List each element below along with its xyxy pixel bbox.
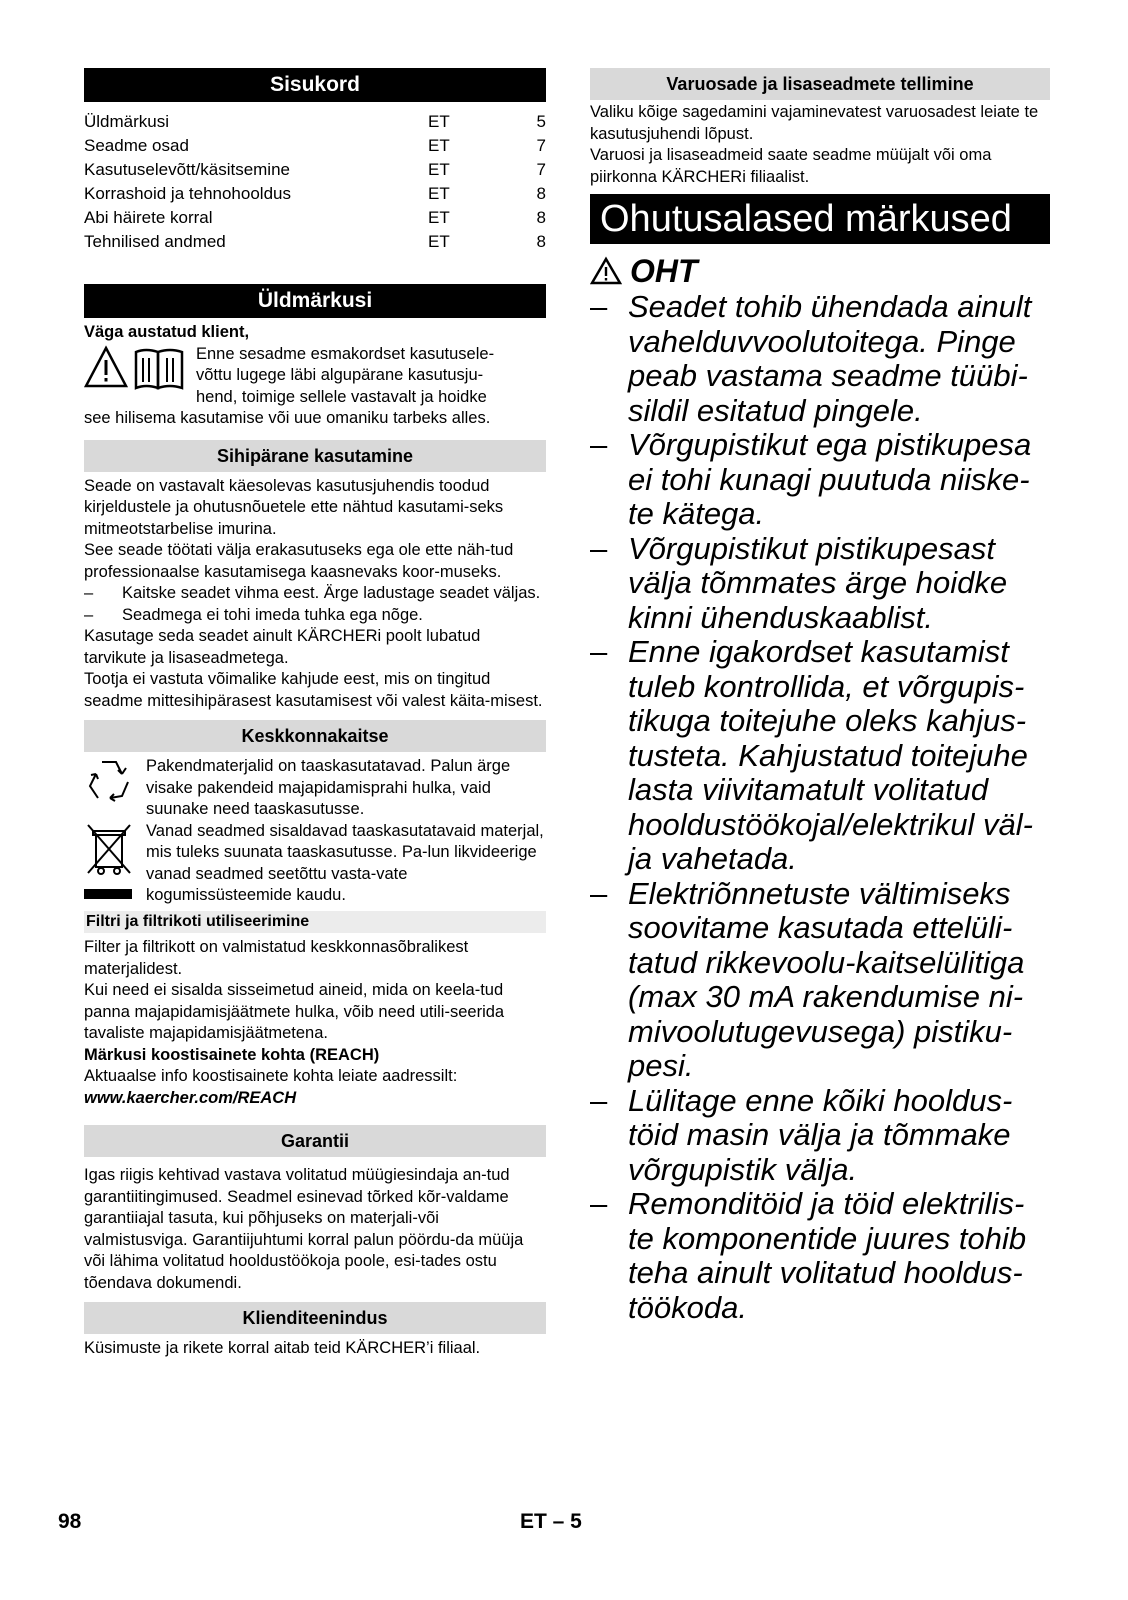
safety-item: – Enne igakordset kasutamist tuleb kontrollida, et võrgupis-tikuga toitejuhe oleks kahjus-tusteta. Kahjustatud toitejuhe lasta viivitamatult volitatud hooldustöökojal/elektrikul väl-ja vahetada. [590,634,1033,876]
parts-p1: Valiku kõige sagedamini vajaminevatest varuosadest leiate te kasutusjuhendi lõpust. [590,103,1039,143]
list-item: – Seadmega ei tohi imeda tuhka ega nõge. [84,605,423,624]
safety-item: – Lülitage enne kõiki hooldus-töid masin välja ja tõmmake võrgupistik välja. [590,1082,1013,1187]
toc-row[interactable]: Tehnilised andmed ET 8 [84,232,546,251]
safety-title: Ohutusalased märkused [590,194,1050,244]
parts-title: Varuosade ja lisaseadmete tellimine [590,68,1050,100]
right-column [590,68,1050,1325]
danger-heading [590,252,1050,290]
intended-p1: Seade on vastavalt käesolevas kasutusjuhendis toodud kirjeldustele ja ohutusnõuetele ette nähtud kasutami-seks mitmeotstarbelise imurina. [84,476,504,538]
warning-triangle-icon [84,344,190,392]
toc-row[interactable]: Abi häirete korral ET 8 [84,208,546,227]
reach-text: Aktuaalse info koostisainete kohta leiate aadressilt: [84,1067,458,1085]
safety-item: – Elektriõnnetuste vältimiseks soovitame kasutada ettelüli-tatud rikkevoolu-kaitselülitiga (max 30 mA rakendumise ni-mivoolutugevusega) pistiku-pesi. [590,875,1025,1083]
general-title: Üldmärkusi [84,284,546,318]
danger-label: OHT [630,252,698,289]
greeting: Väga austatud klient, [84,323,250,341]
parts-p2: Varuosi ja lisaseadmeid saate seadme müüjalt või oma piirkonna KÄRCHERi filiaalist. [590,146,992,186]
page-label: ET – 5 [520,1510,582,1533]
reach-title: Märkusi koostisainete kohta (REACH) [84,1045,380,1064]
intended-use-title: Sihipärane kasutamine [84,440,546,472]
filter-p1: Filter ja filtrikott on valmistatud keskkonnasõbralikest materjalidest. [84,938,469,978]
toc-title: Sisukord [84,68,546,102]
page-number: 98 [58,1510,82,1533]
crossed-bin-icon [84,821,146,908]
list-item: – Kaitske seadet vihma eest. Ärge ladustage seadet väljas. [84,584,541,602]
service-title: Klienditeenindus [84,1302,546,1334]
toc-list [84,110,546,254]
warranty-text: Igas riigis kehtivad vastava volitatud müügiesindaja an-tud garantiitingimused. Seadmel esinevad tõrked kõr-valdame garantiiajal tasuta, kui põhjuseks on materjali-või valmistusviga. Garantiijuhtumi korral palun pöördu-da müüja või lähima volitatud hooldustöökoja poole, esi-tades ostu tõendava dokumendi. [84,1166,524,1292]
reach-link[interactable]: www.kaercher.com/REACH [84,1088,297,1107]
manual-book-icon [136,350,182,388]
intended-p2: See seade töötati välja erakasutuseks ega ole ette näh-tud professionaalse kasutamisega kaasnevaks koor-museks. [84,541,514,581]
left-column: Sisukord Üldmärkusi ET 5 Seadme osad ET 7 Kasutuselevõtt/käsitsemine ET 7 Korrashoid ja tehnohooldus ET 8 Abi häirete korral ET 8 Tehnilised andmed ET 8 Üldmärkusi Väga austatud klient, Enne sesadme esmakordset kasutusele- võttu lugege läbi algupärane kasutusju- hend, toimige sellele vastavalt ja hoidke see hilisema kasutamise või uue omaniku tarbeks alles. Sihipärane kasutamine Seade on vastavalt käesolevas kasutusjuhendis toodud kirjeldustele ja ohutusnõuetele ette nähtud kasutami-seks mitmeotstarbelise imurina. See seade töötati välja erakasutuseks ega ole ette näh-tud professionaalse kasutamisega kaasnevaks koor-museks. – Kaitske seadet vihma eest. Ärge ladustage seadet väljas. – Seadmega ei tohi imeda tuhka ega nõge. Kasutage seda seadet ainult KÄRCHERi poolt lubatud tarvikute ja lisaseadmetega. Tootja ei vastuta võimalike kahjude eest, mis on tingitud seadme mittesihipärasest kasutamisest või valest käita-misest. Keskkonnakaitse Pakendmaterjalid on taaskasutatavad. Palun ärge visake pakendeid majapidamisprahi hulka, vaid suunake need taaskasutusse. Vanad seadmed sisaldavad taaskasutatavaid materjal, mis tuleks suunata taaskasutusse. Pa-lun likvideerige vanad seadmed seetõttu vasta-vate kogumissüsteemide kaudu. Filtri ja filtrikoti utiliseerimine Filter ja filtrikott on valmistatud keskkonnasõbralikest materjalidest. Kui need ei sisalda sisseimetud aineid, mida on keela-tud panna majapidamisjäätmete hulka, võib need utili-seerida tavaliste majapidamisjäätmetena. Märkusi koostisainete kohta (REACH) Aktuaalse info koostisainete kohta leiate aadressilt: www.kaercher.com/REACH Garantii Igas riigis kehtivad vastava volitatud müügiesindaja an-tud garantiitingimused. Seadmel esinevad tõrked kõr-valdame garantiiajal tasuta, kui põhjuseks on materjali-või valmistusviga. Garantiijuhtumi korral palun pöördu-da müüja või lähima volitatud hooldustöökoja poole, esi-tades ostu tõendava dokumendi. Klienditeenindus Küsimuste ja rikete korral aitab teid KÄRCHER’i filiaal. [84,68,546,1360]
toc-row[interactable]: Kasutuselevõtt/käsitsemine ET 7 [84,160,546,179]
intended-p4: Tootja ei vastuta võimalike kahjude eest, mis on tingitud seadme mittesihipärasest kasutamisest või valest käita-misest. [84,670,543,710]
toc-row[interactable]: Korrashoid ja tehnohooldus ET 8 [84,184,546,203]
filter-p2: Kui need ei sisalda sisseimetud aineid, mida on keela-tud panna majapidamisjäätmete hulka, võib need utili-seerida tavaliste majapidamisjäätmetena. [84,981,505,1042]
warning-manual-icons [84,344,196,409]
warranty-title: Garantii [84,1125,546,1157]
safety-item: – Võrgupistikut ega pistikupesa ei tohi kunagi puutuda niiske-te kätega. [590,427,1032,531]
warning-triangle-icon [590,256,622,286]
recycle-block: Pakendmaterjalid on taaskasutatavad. Palun ärge visake pakendeid majapidamisprahi hulka, vaid suunake need taaskasutusse. [84,756,546,821]
filter-title: Filtri ja filtrikoti utiliseerimine [84,911,546,933]
safety-item: – Võrgupistikut pistikupesast välja tõmmates ärge hoidke kinni ühenduskaablist. [590,530,1008,635]
weee-block: Vanad seadmed sisaldavad taaskasutatavaid materjal, mis tuleks suunata taaskasutusse. Pa-lun likvideerige vanad seadmed seetõttu vasta-vate kogumissüsteemide kaudu. [84,821,546,908]
recycle-icon [84,756,146,821]
safety-item: – Remonditöid ja töid elektrilis-te komponentide juures tohib teha ainult volitatud hooldus-töökoda. [590,1186,1027,1325]
toc-row[interactable]: Seadme osad ET 7 [84,136,546,155]
environment-title: Keskkonnakaitse [84,720,546,752]
intended-p3: Kasutage seda seadet ainult KÄRCHERi poolt lubatud tarvikute ja lisaseadmetega. [84,627,481,667]
toc-row[interactable]: Üldmärkusi ET 5 [84,112,546,131]
service-text: Küsimuste ja rikete korral aitab teid KÄRCHER’i filiaal. [84,1339,481,1357]
general-intro: Enne sesadme esmakordset kasutusele- võttu lugege läbi algupärane kasutusju- hend, toimige sellele vastavalt ja hoidke [84,344,546,409]
safety-item: – Seadet tohib ühendada ainult vahelduvvoolutoitega. Pinge peab vastama seadme tüübi-sildil esitatud pingele. [590,289,1032,428]
